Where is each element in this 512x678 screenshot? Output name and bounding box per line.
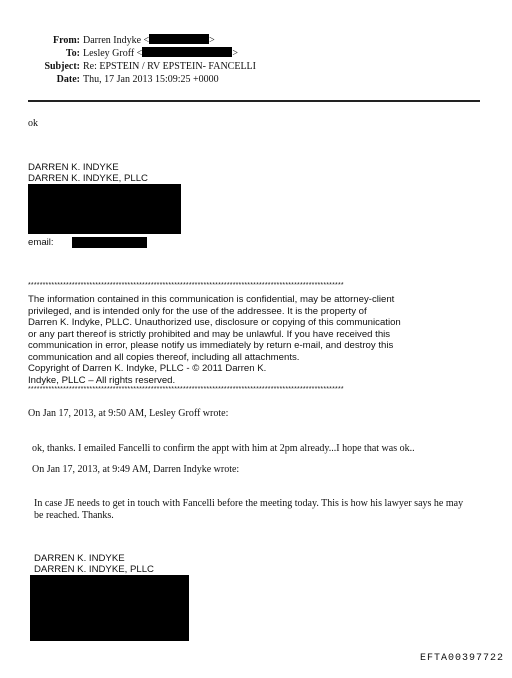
redaction-block bbox=[72, 237, 147, 248]
signature-name-2: DARREN K. INDYKE bbox=[34, 553, 125, 564]
to-value bbox=[83, 47, 238, 60]
subject-value: Re: EPSTEIN / RV EPSTEIN- FANCELLI bbox=[83, 61, 256, 72]
header-from-row bbox=[0, 34, 512, 47]
from-close: > bbox=[209, 35, 215, 46]
header-divider bbox=[28, 100, 480, 102]
header-date-row bbox=[0, 73, 512, 86]
from-value bbox=[83, 34, 215, 47]
quote-header-1: On Jan 17, 2013, at 9:50 AM, Lesley Groff wrote: bbox=[28, 408, 229, 419]
quote-header-2: On Jan 17, 2013, at 9:49 AM, Darren Indyke wrote: bbox=[32, 464, 240, 475]
date-value: Thu, 17 Jan 2013 15:09:25 +0000 bbox=[83, 74, 219, 85]
redaction-block bbox=[28, 184, 181, 234]
separator-stars-bottom: ************************************************************************************************************ bbox=[28, 386, 344, 393]
separator-stars-top: ************************************************************************************************************ bbox=[28, 282, 344, 289]
to-close: > bbox=[232, 48, 238, 59]
email-label: email: bbox=[28, 237, 54, 248]
subject-label: Subject: bbox=[44, 61, 80, 72]
redaction-block bbox=[149, 34, 209, 44]
confidentiality-disclaimer: The information contained in this communication is confidential, may be attorney-client privileged, and is intended only for the use of the addressee. It is the property of Darren K. Indyke, PLLC. Unauthorized use, disclosure or copying of this communication or any part thereof is strictly prohibited and may be unlawful. If you have received this communication in error, please notify us immediately by return e-mail, and destroy this communication and all copies thereof, including all attachments. Copyright of Darren K. Indyke, PLLC - © 2011 Darren K. Indyke, PLLC – All rights reserved. bbox=[28, 294, 401, 386]
from-name: Darren Indyke < bbox=[83, 35, 150, 46]
redaction-block bbox=[30, 575, 189, 641]
to-label: To: bbox=[65, 48, 80, 59]
to-name: Lesley Groff < bbox=[83, 48, 143, 59]
signature-firm: DARREN K. INDYKE, PLLC bbox=[28, 173, 148, 184]
quote-text-1: ok, thanks. I emailed Fancelli to confirm the appt with him at 2pm already...I hope that was ok.. bbox=[32, 443, 415, 454]
header-to-row bbox=[0, 47, 512, 60]
quote-text-2: In case JE needs to get in touch with Fancelli before the meeting today. This is how his lawyer says he may be reached. Thanks. bbox=[34, 498, 464, 521]
from-label: From: bbox=[52, 35, 80, 46]
document-id: EFTA00397722 bbox=[419, 653, 504, 664]
date-label: Date: bbox=[56, 74, 80, 85]
reply-text: ok bbox=[28, 118, 38, 129]
redaction-block bbox=[142, 47, 232, 57]
signature-firm-2: DARREN K. INDYKE, PLLC bbox=[34, 564, 154, 575]
header-subject-row bbox=[0, 60, 512, 73]
signature-name: DARREN K. INDYKE bbox=[28, 162, 119, 173]
